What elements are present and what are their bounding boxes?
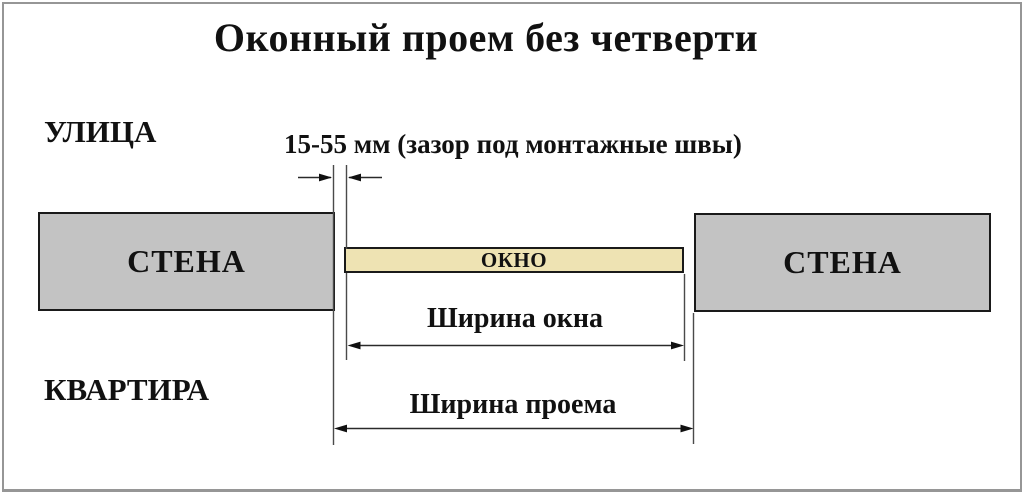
apartment-label: КВАРТИРА bbox=[44, 372, 210, 407]
gap-dimension-marker bbox=[298, 174, 382, 182]
window-width-label: Ширина окна bbox=[427, 303, 603, 334]
left-wall-label: СТЕНА bbox=[127, 243, 246, 279]
gap-annotation-label: 15-55 мм (зазор под монтажные швы) bbox=[284, 129, 742, 159]
right-wall bbox=[694, 213, 991, 312]
opening-width-dimension-line bbox=[334, 425, 694, 433]
left-wall bbox=[38, 212, 335, 311]
window-width-dimension-line bbox=[348, 342, 685, 350]
street-label: УЛИЦА bbox=[44, 114, 157, 149]
right-wall-label: СТЕНА bbox=[783, 244, 902, 280]
diagram-title: Оконный проем без четверти bbox=[213, 15, 759, 60]
window-bar bbox=[344, 247, 684, 273]
window-label: ОКНО bbox=[480, 247, 548, 272]
opening-width-label: Ширина проема bbox=[409, 389, 617, 420]
